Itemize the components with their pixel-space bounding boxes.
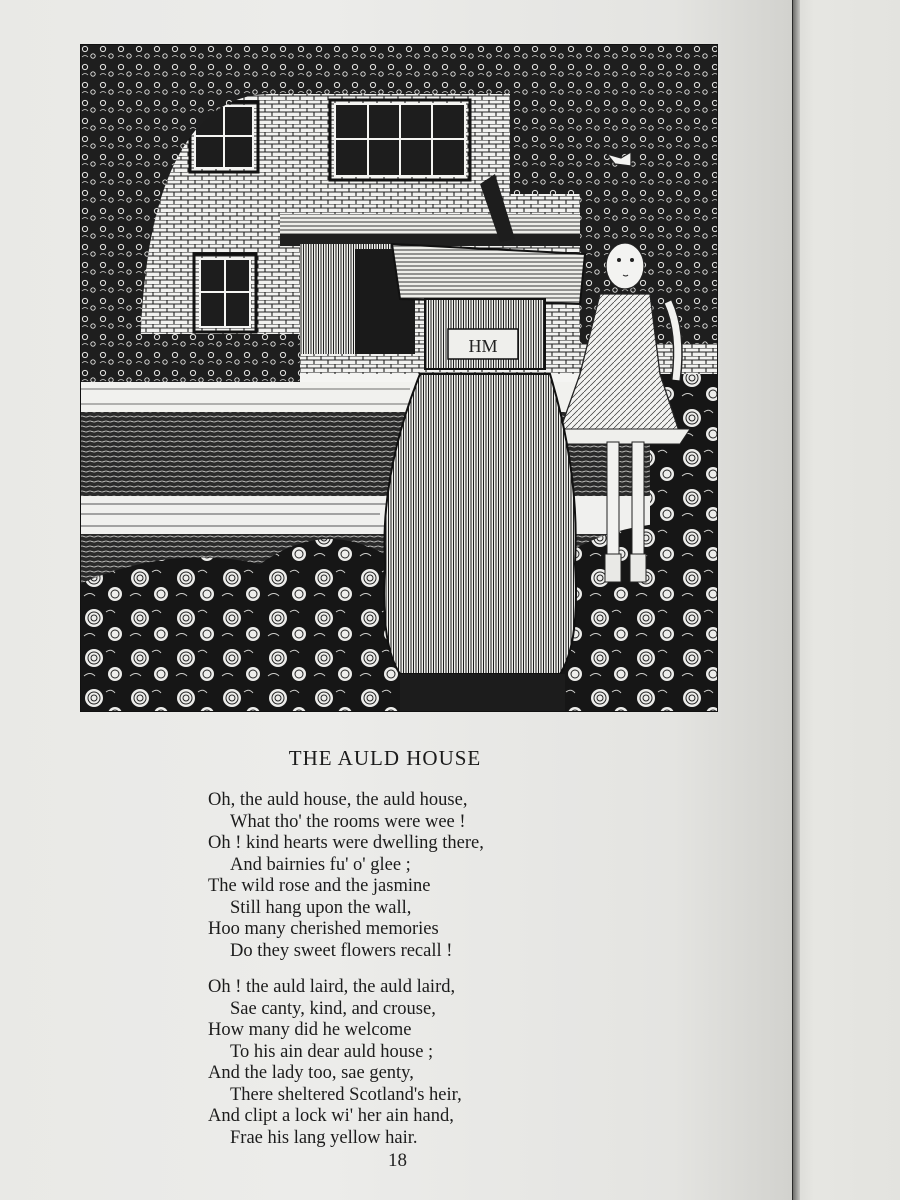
poem-title: THE AULD HOUSE: [288, 746, 482, 770]
poem-line: And bairnies fu' o' glee ;: [230, 854, 411, 875]
poem-line: And clipt a lock wi' her ain hand,: [208, 1106, 454, 1126]
poem-line: Oh, the auld house, the auld house,: [208, 790, 468, 810]
poem-line: What tho' the rooms were wee !: [230, 811, 466, 832]
next-page-edge: [784, 0, 900, 1200]
poem-line: Do they sweet flowers recall !: [230, 940, 453, 961]
poem-line: Oh ! kind hearts were dwelling there,: [208, 833, 484, 853]
poem-line: Oh ! the auld laird, the auld laird,: [208, 977, 456, 997]
poem-line: Hoo many cherished memories: [208, 919, 439, 939]
poem-line: How many did he welcome: [208, 1020, 412, 1040]
poem-line: The wild rose and the jasmine: [208, 876, 431, 896]
illustration-auld-house: [80, 44, 718, 712]
poem-line: Sae canty, kind, and crouse,: [230, 998, 436, 1019]
poem-line: Still hang upon the wall,: [230, 897, 412, 918]
poem-line: Frae his lang yellow hair.: [230, 1127, 418, 1148]
svg-text:HM: HM: [468, 336, 498, 356]
poem-line: And the lady too, sae genty,: [208, 1063, 414, 1083]
sundial: [384, 174, 585, 712]
stanza-2: [208, 977, 728, 1149]
stanza-1: [208, 790, 728, 962]
poem-line: There sheltered Scotland's heir,: [230, 1084, 462, 1105]
poem-line: To his ain dear auld house ;: [230, 1041, 434, 1062]
page-number: 18: [388, 1150, 407, 1171]
